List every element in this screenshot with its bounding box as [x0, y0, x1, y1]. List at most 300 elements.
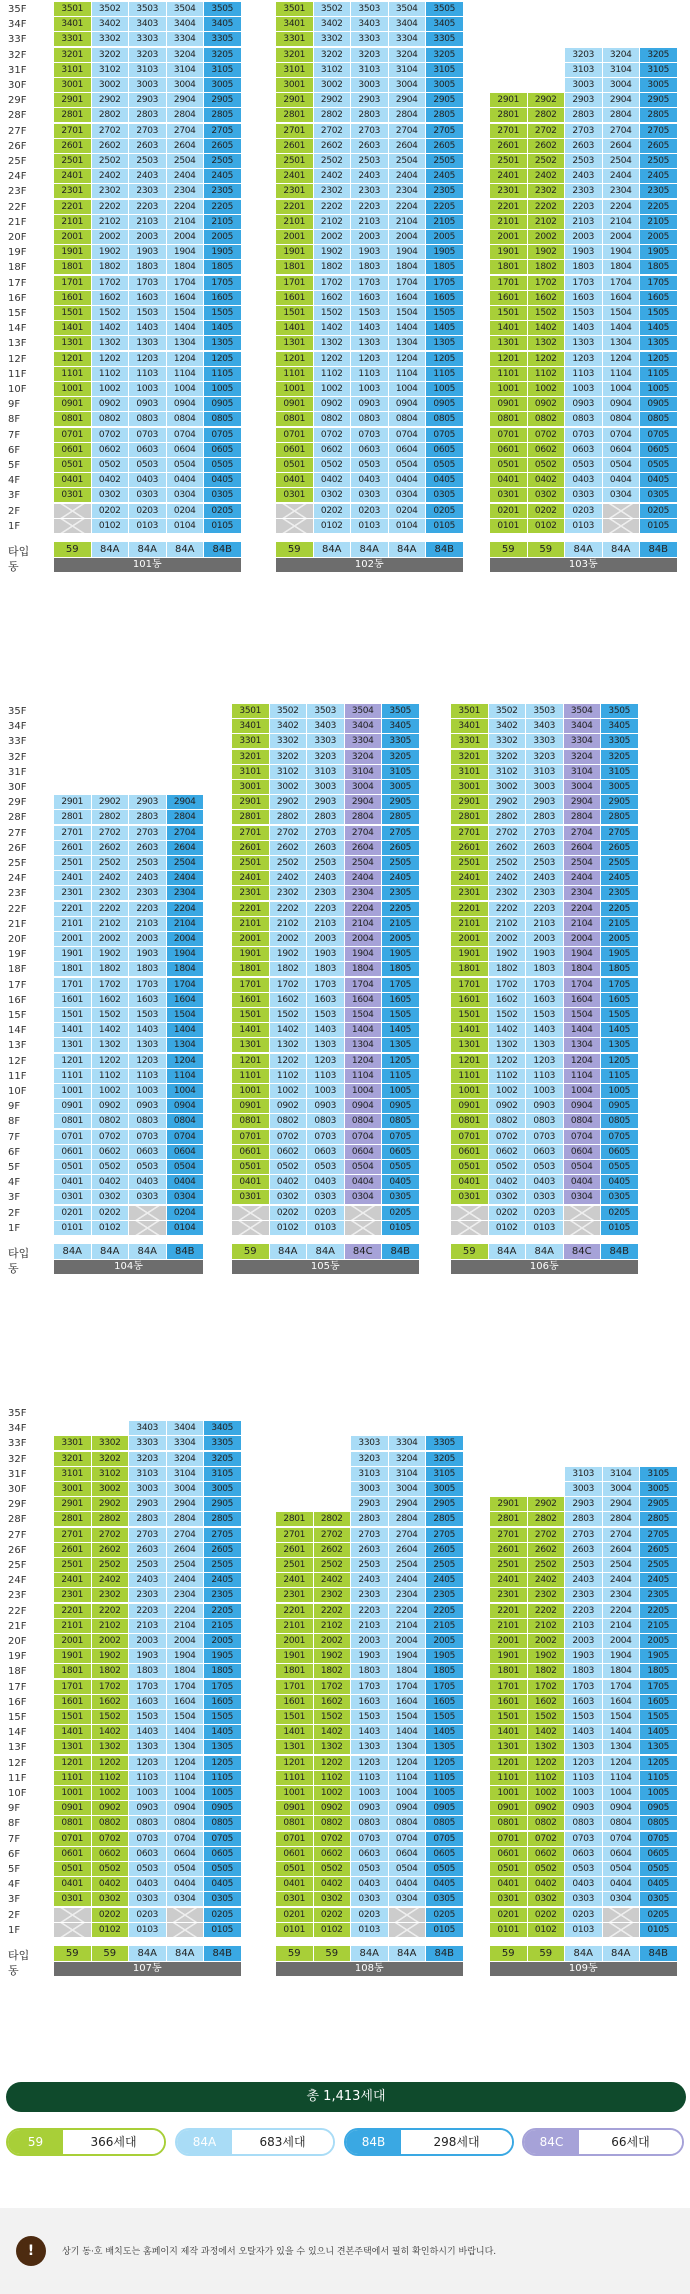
- unit-cell[interactable]: 0203: [351, 504, 388, 518]
- unit-cell[interactable]: 2405: [426, 169, 463, 183]
- unit-cell[interactable]: 3501: [451, 704, 488, 718]
- unit-cell[interactable]: 1704: [389, 276, 426, 290]
- unit-cell[interactable]: 3305: [382, 734, 419, 748]
- unit-cell[interactable]: 3405: [426, 17, 463, 31]
- unit-cell[interactable]: 2003: [129, 230, 166, 244]
- unit-cell[interactable]: 1801: [232, 962, 269, 976]
- unit-cell[interactable]: 0702: [489, 1130, 526, 1144]
- unit-cell[interactable]: 2004: [345, 932, 382, 946]
- unit-cell[interactable]: 1201: [276, 1756, 313, 1770]
- unit-cell[interactable]: 2905: [426, 93, 463, 107]
- unit-cell[interactable]: 1101: [54, 1771, 91, 1785]
- unit-cell[interactable]: 0105: [426, 1923, 463, 1937]
- unit-cell[interactable]: 3105: [640, 1467, 677, 1481]
- unit-cell[interactable]: 1602: [314, 1695, 351, 1709]
- unit-cell[interactable]: 0605: [426, 1847, 463, 1861]
- unit-cell[interactable]: 1802: [489, 962, 526, 976]
- unit-cell[interactable]: 3303: [129, 32, 166, 46]
- unit-cell[interactable]: 1303: [565, 336, 602, 350]
- unit-cell[interactable]: 0601: [232, 1145, 269, 1159]
- unit-cell[interactable]: 1601: [490, 291, 527, 305]
- unit-cell[interactable]: 1803: [351, 260, 388, 274]
- unit-cell[interactable]: 1604: [167, 993, 204, 1007]
- unit-cell[interactable]: 3104: [345, 765, 382, 779]
- unit-cell[interactable]: 1204: [564, 1054, 601, 1068]
- unit-cell[interactable]: 3205: [204, 1452, 241, 1466]
- unit-cell[interactable]: 0604: [603, 1847, 640, 1861]
- unit-cell[interactable]: 1002: [314, 382, 351, 396]
- unit-cell[interactable]: 0303: [565, 488, 602, 502]
- unit-cell[interactable]: 2202: [270, 902, 307, 916]
- unit-cell[interactable]: 2305: [640, 184, 677, 198]
- unit-cell[interactable]: 1901: [276, 245, 313, 259]
- unit-cell[interactable]: 2603: [129, 1543, 166, 1557]
- unit-cell[interactable]: 3001: [276, 78, 313, 92]
- unit-cell[interactable]: 1803: [565, 1664, 602, 1678]
- unit-cell[interactable]: 1501: [276, 306, 313, 320]
- unit-cell[interactable]: 1405: [601, 1023, 638, 1037]
- unit-cell[interactable]: 1302: [314, 1740, 351, 1754]
- unit-cell[interactable]: 1801: [276, 1664, 313, 1678]
- unit-cell[interactable]: 0103: [565, 1923, 602, 1937]
- unit-cell[interactable]: 2503: [129, 856, 166, 870]
- unit-cell[interactable]: 2602: [528, 139, 565, 153]
- unit-cell[interactable]: 1004: [167, 382, 204, 396]
- unit-cell[interactable]: 1304: [564, 1038, 601, 1052]
- unit-cell[interactable]: 0505: [382, 1160, 419, 1174]
- unit-cell[interactable]: 0404: [603, 473, 640, 487]
- unit-cell[interactable]: 2704: [345, 826, 382, 840]
- unit-cell[interactable]: 0901: [276, 1801, 313, 1815]
- unit-cell[interactable]: 0803: [129, 412, 166, 426]
- unit-cell[interactable]: 0701: [54, 1832, 91, 1846]
- unit-cell[interactable]: 2502: [92, 856, 129, 870]
- unit-cell[interactable]: 2501: [276, 1558, 313, 1572]
- unit-cell[interactable]: 0705: [204, 428, 241, 442]
- unit-cell[interactable]: 1702: [528, 1680, 565, 1694]
- unit-cell[interactable]: 1304: [603, 336, 640, 350]
- unit-cell[interactable]: 0302: [92, 1892, 129, 1906]
- unit-cell[interactable]: 2204: [167, 1604, 204, 1618]
- unit-cell[interactable]: 0205: [426, 504, 463, 518]
- unit-cell[interactable]: 1003: [129, 1084, 166, 1098]
- unit-cell[interactable]: 2304: [167, 184, 204, 198]
- unit-cell[interactable]: 3003: [351, 78, 388, 92]
- unit-cell[interactable]: 0402: [314, 1877, 351, 1891]
- unit-cell[interactable]: 0502: [314, 458, 351, 472]
- unit-cell[interactable]: 2401: [276, 169, 313, 183]
- unit-cell[interactable]: 1105: [426, 1771, 463, 1785]
- unit-cell[interactable]: 0803: [129, 1816, 166, 1830]
- unit-cell[interactable]: 2505: [204, 154, 241, 168]
- unit-cell[interactable]: 1305: [204, 336, 241, 350]
- unit-cell[interactable]: 1001: [54, 1084, 91, 1098]
- unit-cell[interactable]: 0805: [426, 1816, 463, 1830]
- unit-cell[interactable]: 2904: [389, 1497, 426, 1511]
- unit-cell[interactable]: 2001: [276, 1634, 313, 1648]
- unit-cell[interactable]: 1201: [276, 352, 313, 366]
- unit-cell[interactable]: 2102: [92, 917, 129, 931]
- unit-cell[interactable]: 1002: [92, 1786, 129, 1800]
- unit-cell[interactable]: 0502: [528, 1862, 565, 1876]
- unit-cell[interactable]: 2305: [601, 886, 638, 900]
- unit-cell[interactable]: 3505: [204, 2, 241, 16]
- unit-cell[interactable]: 1804: [167, 1664, 204, 1678]
- unit-cell[interactable]: 0401: [232, 1175, 269, 1189]
- unit-cell[interactable]: 0501: [276, 458, 313, 472]
- unit-cell[interactable]: 2201: [232, 902, 269, 916]
- unit-cell[interactable]: 2802: [314, 108, 351, 122]
- unit-cell[interactable]: 3505: [382, 704, 419, 718]
- unit-cell[interactable]: 0501: [276, 1862, 313, 1876]
- unit-cell[interactable]: 2802: [270, 810, 307, 824]
- unit-cell[interactable]: 0901: [54, 1099, 91, 1113]
- unit-cell[interactable]: 2904: [389, 93, 426, 107]
- unit-cell[interactable]: 0801: [276, 412, 313, 426]
- unit-cell[interactable]: 2903: [565, 1497, 602, 1511]
- unit-cell[interactable]: 2602: [528, 1543, 565, 1557]
- unit-cell[interactable]: 0202: [92, 1908, 129, 1922]
- unit-cell[interactable]: 2901: [276, 93, 313, 107]
- unit-cell[interactable]: 3005: [426, 78, 463, 92]
- unit-cell[interactable]: 2301: [276, 1588, 313, 1602]
- unit-cell[interactable]: 2603: [129, 139, 166, 153]
- unit-cell[interactable]: 0504: [345, 1160, 382, 1174]
- unit-cell[interactable]: 3104: [167, 63, 204, 77]
- unit-cell[interactable]: 2901: [54, 93, 91, 107]
- unit-cell[interactable]: 0305: [640, 1892, 677, 1906]
- unit-cell[interactable]: 2105: [601, 917, 638, 931]
- unit-cell[interactable]: 0403: [565, 473, 602, 487]
- unit-cell[interactable]: 0103: [565, 519, 602, 533]
- unit-cell[interactable]: 1605: [640, 291, 677, 305]
- unit-cell[interactable]: 1701: [276, 1680, 313, 1694]
- unit-cell[interactable]: 2204: [167, 200, 204, 214]
- unit-cell[interactable]: 0604: [389, 1847, 426, 1861]
- unit-cell[interactable]: 2501: [54, 856, 91, 870]
- unit-cell[interactable]: 2205: [640, 200, 677, 214]
- unit-cell[interactable]: 2805: [426, 108, 463, 122]
- unit-cell[interactable]: 2305: [204, 1588, 241, 1602]
- unit-cell[interactable]: 2401: [490, 169, 527, 183]
- unit-cell[interactable]: 0103: [351, 519, 388, 533]
- unit-cell[interactable]: 0401: [490, 473, 527, 487]
- unit-cell[interactable]: 2103: [129, 215, 166, 229]
- unit-cell[interactable]: 0805: [204, 1816, 241, 1830]
- unit-cell[interactable]: 0304: [167, 488, 204, 502]
- unit-cell[interactable]: 2904: [167, 795, 204, 809]
- unit-cell[interactable]: 2202: [489, 902, 526, 916]
- unit-cell[interactable]: 2103: [351, 1619, 388, 1633]
- unit-cell[interactable]: 1003: [351, 382, 388, 396]
- unit-cell[interactable]: 1703: [351, 276, 388, 290]
- unit-cell[interactable]: 1905: [640, 245, 677, 259]
- unit-cell[interactable]: 3401: [276, 17, 313, 31]
- unit-cell[interactable]: 1203: [526, 1054, 563, 1068]
- unit-cell[interactable]: 2302: [489, 886, 526, 900]
- unit-cell[interactable]: 1105: [640, 1771, 677, 1785]
- unit-cell[interactable]: 3104: [389, 63, 426, 77]
- unit-cell[interactable]: 1301: [451, 1038, 488, 1052]
- unit-cell[interactable]: 0202: [528, 504, 565, 518]
- unit-cell[interactable]: 1704: [389, 1680, 426, 1694]
- unit-cell[interactable]: 2205: [204, 200, 241, 214]
- unit-cell[interactable]: 3003: [307, 780, 344, 794]
- unit-cell[interactable]: 1805: [204, 260, 241, 274]
- unit-cell[interactable]: 1501: [232, 1008, 269, 1022]
- unit-cell[interactable]: 0605: [640, 443, 677, 457]
- unit-cell[interactable]: 3305: [204, 32, 241, 46]
- unit-cell[interactable]: 0404: [167, 473, 204, 487]
- unit-cell[interactable]: 2903: [129, 795, 166, 809]
- unit-cell[interactable]: 1904: [389, 245, 426, 259]
- unit-cell[interactable]: 3005: [204, 78, 241, 92]
- unit-cell[interactable]: 2504: [167, 1558, 204, 1572]
- unit-cell[interactable]: 2404: [167, 1573, 204, 1587]
- unit-cell[interactable]: 3004: [603, 78, 640, 92]
- unit-cell[interactable]: 1203: [129, 1054, 166, 1068]
- unit-cell[interactable]: 1105: [601, 1069, 638, 1083]
- unit-cell[interactable]: 1303: [351, 1740, 388, 1754]
- unit-cell[interactable]: 1103: [129, 1069, 166, 1083]
- unit-cell[interactable]: 0304: [603, 488, 640, 502]
- unit-cell[interactable]: 1705: [640, 1680, 677, 1694]
- unit-cell[interactable]: 2602: [270, 841, 307, 855]
- unit-cell[interactable]: 1002: [489, 1084, 526, 1098]
- unit-cell[interactable]: 1101: [54, 1069, 91, 1083]
- unit-cell[interactable]: 0102: [489, 1221, 526, 1235]
- unit-cell[interactable]: 3201: [232, 750, 269, 764]
- unit-cell[interactable]: 3204: [389, 48, 426, 62]
- unit-cell[interactable]: 2805: [426, 1512, 463, 1526]
- unit-cell[interactable]: 2702: [92, 1528, 129, 1542]
- unit-cell[interactable]: 3002: [314, 78, 351, 92]
- unit-cell[interactable]: 1005: [640, 382, 677, 396]
- unit-cell[interactable]: 0502: [92, 1862, 129, 1876]
- unit-cell[interactable]: 1001: [276, 382, 313, 396]
- unit-cell[interactable]: 0804: [389, 1816, 426, 1830]
- unit-cell[interactable]: 3203: [129, 48, 166, 62]
- unit-cell[interactable]: 0504: [603, 458, 640, 472]
- unit-cell[interactable]: 0304: [389, 1892, 426, 1906]
- unit-cell[interactable]: 1502: [92, 1008, 129, 1022]
- unit-cell[interactable]: 2001: [490, 230, 527, 244]
- unit-cell[interactable]: 2301: [451, 886, 488, 900]
- unit-cell[interactable]: 1303: [129, 1740, 166, 1754]
- unit-cell[interactable]: 0605: [204, 1847, 241, 1861]
- unit-cell[interactable]: 0801: [54, 1114, 91, 1128]
- unit-cell[interactable]: 2503: [307, 856, 344, 870]
- unit-cell[interactable]: 2901: [451, 795, 488, 809]
- unit-cell[interactable]: 2904: [345, 795, 382, 809]
- unit-cell[interactable]: 2101: [232, 917, 269, 931]
- unit-cell[interactable]: 3305: [426, 1436, 463, 1450]
- unit-cell[interactable]: 1801: [54, 260, 91, 274]
- unit-cell[interactable]: 3104: [564, 765, 601, 779]
- unit-cell[interactable]: 0903: [351, 397, 388, 411]
- unit-cell[interactable]: 0205: [382, 1206, 419, 1220]
- unit-cell[interactable]: 1803: [526, 962, 563, 976]
- unit-cell[interactable]: 1203: [129, 1756, 166, 1770]
- unit-cell[interactable]: 2601: [54, 139, 91, 153]
- unit-cell[interactable]: 2902: [314, 93, 351, 107]
- unit-cell[interactable]: 1003: [307, 1084, 344, 1098]
- unit-cell[interactable]: 0303: [129, 1892, 166, 1906]
- unit-cell[interactable]: 1705: [426, 1680, 463, 1694]
- unit-cell[interactable]: 2002: [92, 230, 129, 244]
- unit-cell[interactable]: 2602: [489, 841, 526, 855]
- unit-cell[interactable]: 2405: [204, 169, 241, 183]
- unit-cell[interactable]: 0202: [528, 1908, 565, 1922]
- unit-cell[interactable]: 2301: [54, 1588, 91, 1602]
- unit-cell[interactable]: 2604: [603, 139, 640, 153]
- unit-cell[interactable]: 0105: [640, 1923, 677, 1937]
- unit-cell[interactable]: 0701: [490, 1832, 527, 1846]
- unit-cell[interactable]: 1302: [489, 1038, 526, 1052]
- unit-cell[interactable]: 2702: [92, 826, 129, 840]
- unit-cell[interactable]: 3302: [92, 1436, 129, 1450]
- unit-cell[interactable]: 1801: [54, 962, 91, 976]
- unit-cell[interactable]: 0402: [270, 1175, 307, 1189]
- unit-cell[interactable]: 2701: [232, 826, 269, 840]
- unit-cell[interactable]: 2905: [601, 795, 638, 809]
- unit-cell[interactable]: 0305: [640, 488, 677, 502]
- unit-cell[interactable]: 1403: [129, 1023, 166, 1037]
- unit-cell[interactable]: 1401: [451, 1023, 488, 1037]
- unit-cell[interactable]: 2503: [526, 856, 563, 870]
- unit-cell[interactable]: 2502: [92, 154, 129, 168]
- unit-cell[interactable]: 1301: [54, 1740, 91, 1754]
- unit-cell[interactable]: 0804: [564, 1114, 601, 1128]
- unit-cell[interactable]: 3003: [565, 1482, 602, 1496]
- unit-cell[interactable]: 2605: [204, 1543, 241, 1557]
- unit-cell[interactable]: 2202: [314, 200, 351, 214]
- unit-cell[interactable]: 1902: [92, 1649, 129, 1663]
- unit-cell[interactable]: 3104: [389, 1467, 426, 1481]
- unit-cell[interactable]: 1703: [526, 978, 563, 992]
- unit-cell[interactable]: 2203: [351, 1604, 388, 1618]
- unit-cell[interactable]: 0704: [389, 1832, 426, 1846]
- unit-cell[interactable]: 3205: [426, 48, 463, 62]
- unit-cell[interactable]: 0405: [640, 473, 677, 487]
- unit-cell[interactable]: 0901: [54, 1801, 91, 1815]
- unit-cell[interactable]: 1304: [389, 1740, 426, 1754]
- unit-cell[interactable]: 2001: [54, 932, 91, 946]
- unit-cell[interactable]: 1103: [129, 367, 166, 381]
- unit-cell[interactable]: 2201: [54, 1604, 91, 1618]
- unit-cell[interactable]: 0205: [640, 504, 677, 518]
- unit-cell[interactable]: 1701: [451, 978, 488, 992]
- unit-cell[interactable]: 0504: [167, 1160, 204, 1174]
- unit-cell[interactable]: 0304: [167, 1190, 204, 1204]
- unit-cell[interactable]: 1104: [389, 367, 426, 381]
- unit-cell[interactable]: 0703: [351, 428, 388, 442]
- unit-cell[interactable]: 1603: [565, 291, 602, 305]
- unit-cell[interactable]: 2005: [640, 230, 677, 244]
- unit-cell[interactable]: 1205: [640, 352, 677, 366]
- unit-cell[interactable]: 2301: [276, 184, 313, 198]
- unit-cell[interactable]: 0401: [451, 1175, 488, 1189]
- unit-cell[interactable]: 2502: [314, 1558, 351, 1572]
- unit-cell[interactable]: 1604: [167, 1695, 204, 1709]
- unit-cell[interactable]: 1602: [528, 1695, 565, 1709]
- unit-cell[interactable]: 3202: [92, 48, 129, 62]
- unit-cell[interactable]: 3304: [167, 1436, 204, 1450]
- unit-cell[interactable]: 1303: [129, 1038, 166, 1052]
- unit-cell[interactable]: 2005: [382, 932, 419, 946]
- unit-cell[interactable]: 0202: [314, 504, 351, 518]
- unit-cell[interactable]: 2005: [640, 1634, 677, 1648]
- unit-cell[interactable]: 0703: [129, 1130, 166, 1144]
- unit-cell[interactable]: 1405: [640, 1725, 677, 1739]
- unit-cell[interactable]: 2903: [565, 93, 602, 107]
- unit-cell[interactable]: 1104: [603, 1771, 640, 1785]
- unit-cell[interactable]: 0105: [601, 1221, 638, 1235]
- unit-cell[interactable]: 0705: [426, 428, 463, 442]
- unit-cell[interactable]: 1005: [426, 382, 463, 396]
- unit-cell[interactable]: 0305: [204, 1892, 241, 1906]
- unit-cell[interactable]: 0301: [276, 1892, 313, 1906]
- unit-cell[interactable]: 2504: [603, 154, 640, 168]
- unit-cell[interactable]: 2901: [232, 795, 269, 809]
- unit-cell[interactable]: 2701: [490, 124, 527, 138]
- unit-cell[interactable]: 3105: [204, 1467, 241, 1481]
- unit-cell[interactable]: 1304: [167, 1038, 204, 1052]
- unit-cell[interactable]: 0602: [314, 443, 351, 457]
- unit-cell[interactable]: 1303: [565, 1740, 602, 1754]
- unit-cell[interactable]: 0605: [601, 1145, 638, 1159]
- unit-cell[interactable]: 2402: [489, 871, 526, 885]
- unit-cell[interactable]: 1301: [54, 336, 91, 350]
- unit-cell[interactable]: 0701: [490, 428, 527, 442]
- unit-cell[interactable]: 1302: [92, 336, 129, 350]
- unit-cell[interactable]: 1402: [92, 321, 129, 335]
- unit-cell[interactable]: 2204: [389, 1604, 426, 1618]
- unit-cell[interactable]: 0703: [526, 1130, 563, 1144]
- unit-cell[interactable]: 1005: [640, 1786, 677, 1800]
- unit-cell[interactable]: 3105: [426, 63, 463, 77]
- unit-cell[interactable]: 2002: [528, 1634, 565, 1648]
- unit-cell[interactable]: 0905: [640, 1801, 677, 1815]
- unit-cell[interactable]: 1201: [490, 352, 527, 366]
- unit-cell[interactable]: 1502: [92, 306, 129, 320]
- unit-cell[interactable]: 1005: [382, 1084, 419, 1098]
- unit-cell[interactable]: 2403: [526, 871, 563, 885]
- unit-cell[interactable]: 2401: [490, 1573, 527, 1587]
- unit-cell[interactable]: 2603: [129, 841, 166, 855]
- unit-cell[interactable]: 1103: [129, 1771, 166, 1785]
- unit-cell[interactable]: 3305: [426, 32, 463, 46]
- unit-cell[interactable]: 3503: [351, 2, 388, 16]
- unit-cell[interactable]: 2704: [603, 124, 640, 138]
- unit-cell[interactable]: 2203: [526, 902, 563, 916]
- unit-cell[interactable]: 2601: [276, 1543, 313, 1557]
- unit-cell[interactable]: 2402: [528, 1573, 565, 1587]
- unit-cell[interactable]: 2303: [351, 1588, 388, 1602]
- unit-cell[interactable]: 1505: [382, 1008, 419, 1022]
- unit-cell[interactable]: 3502: [489, 704, 526, 718]
- unit-cell[interactable]: 0604: [167, 443, 204, 457]
- unit-cell[interactable]: 1203: [129, 352, 166, 366]
- unit-cell[interactable]: 1601: [276, 1695, 313, 1709]
- unit-cell[interactable]: 0905: [426, 397, 463, 411]
- unit-cell[interactable]: 2101: [276, 215, 313, 229]
- unit-cell[interactable]: 2902: [489, 795, 526, 809]
- unit-cell[interactable]: 0305: [426, 1892, 463, 1906]
- unit-cell[interactable]: 2802: [528, 1512, 565, 1526]
- unit-cell[interactable]: 1001: [490, 1786, 527, 1800]
- unit-cell[interactable]: 1102: [528, 1771, 565, 1785]
